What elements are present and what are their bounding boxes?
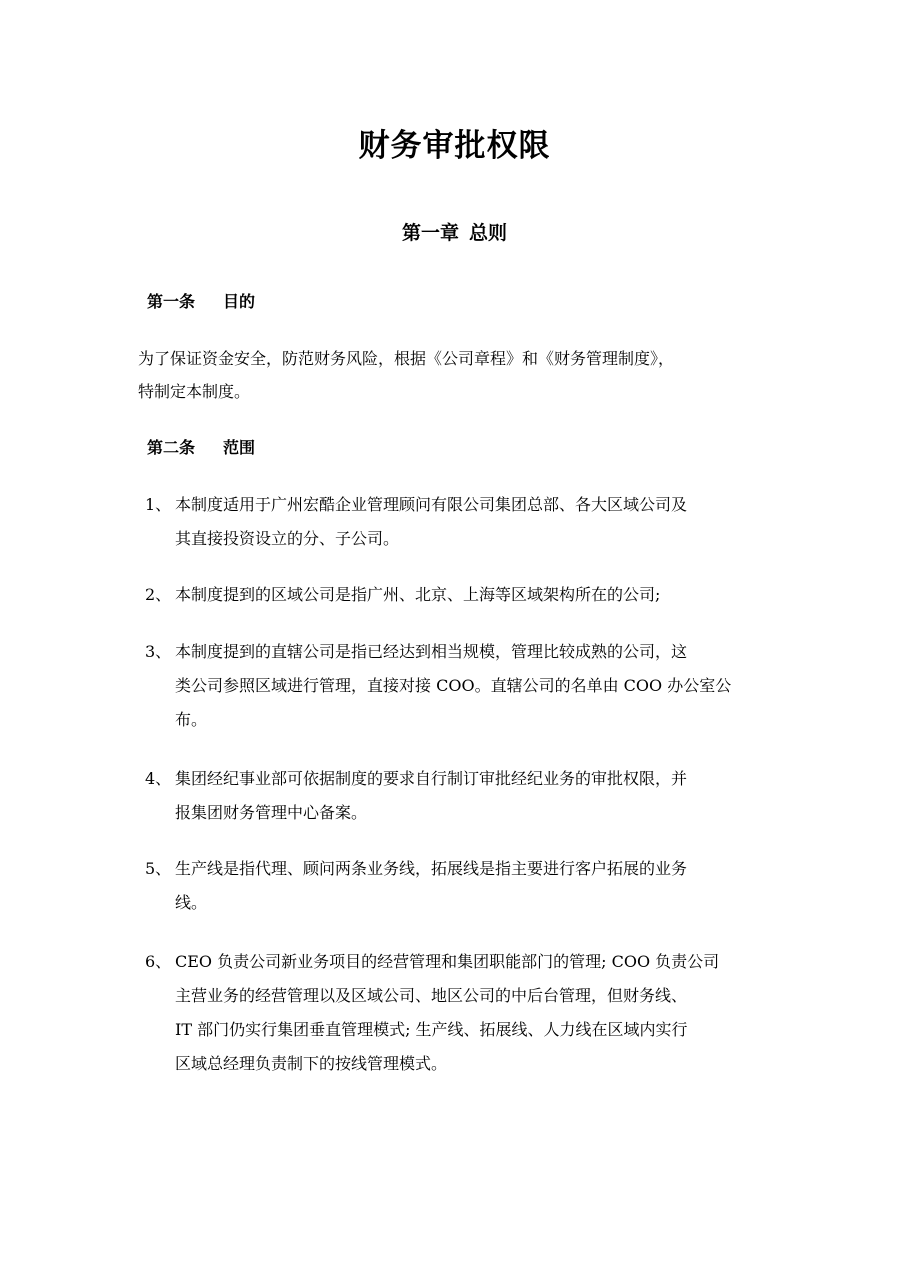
- list-item-number: 4、: [145, 769, 172, 788]
- list-item-line: 区域总经理负责制下的按线管理模式。: [175, 1054, 448, 1073]
- article-1-name: 目的: [223, 292, 256, 311]
- list-item-line: 类公司参照区域进行管理，直接对接 COO。直辖公司的名单由 COO 办公室公: [175, 676, 732, 695]
- list-item-line: CEO 负责公司新业务项目的经营管理和集团职能部门的管理; COO 负责公司: [175, 952, 720, 971]
- list-item-line: 布。: [175, 710, 208, 729]
- list-item: [145, 945, 777, 1081]
- article-1-heading: [147, 290, 255, 314]
- article-1-number: 第一条: [147, 292, 196, 311]
- list-item-line: 报集团财务管理中心备案。: [175, 803, 368, 822]
- list-item-line: 线。: [175, 893, 208, 912]
- list-item-line: IT 部门仍实行集团垂直管理模式; 生产线、拓展线、人力线在区域内实行: [175, 1020, 688, 1039]
- chapter-heading: [0, 219, 909, 247]
- paragraph-line: 为了保证资金安全，防范财务风险，根据《公司章程》和《财务管理制度》，: [138, 349, 675, 368]
- list-item-number: 6、: [145, 952, 172, 971]
- list-item-number: 3、: [145, 642, 172, 661]
- list-item: [145, 578, 777, 612]
- list-item: [145, 852, 777, 920]
- list-item: [145, 762, 777, 830]
- article-2-heading: [147, 436, 255, 460]
- article-2-name: 范围: [223, 438, 256, 457]
- list-item-line: 集团经纪事业部可依据制度的要求自行制订审批经纪业务的审批权限，并: [175, 769, 688, 788]
- chapter-name: 总则: [469, 222, 508, 244]
- list-item-line: 本制度提到的区域公司是指广州、北京、上海等区域架构所在的公司;: [175, 585, 661, 604]
- article-2-number: 第二条: [147, 438, 196, 457]
- list-item-line: 主营业务的经营管理以及区域公司、地区公司的中后台管理，但财务线、: [175, 986, 688, 1005]
- paragraph-line: 特制定本制度。: [138, 382, 251, 401]
- list-item: [145, 488, 777, 556]
- list-item: [145, 635, 777, 737]
- list-item-number: 5、: [145, 859, 172, 878]
- list-item-line: 生产线是指代理、顾问两条业务线，拓展线是指主要进行客户拓展的业务: [175, 859, 688, 878]
- list-item-line: 其直接投资设立的分、子公司。: [175, 529, 400, 548]
- list-item-line: 本制度适用于广州宏酷企业管理顾问有限公司集团总部、各大区域公司及: [175, 495, 688, 514]
- document-title: 财务审批权限: [358, 128, 551, 164]
- list-item-number: 1、: [145, 495, 172, 514]
- article-1-paragraph: [138, 342, 778, 408]
- chapter-number: 第一章: [401, 222, 459, 244]
- list-item-number: 2、: [145, 585, 172, 604]
- list-item-line: 本制度提到的直辖公司是指已经达到相当规模，管理比较成熟的公司，这: [175, 642, 688, 661]
